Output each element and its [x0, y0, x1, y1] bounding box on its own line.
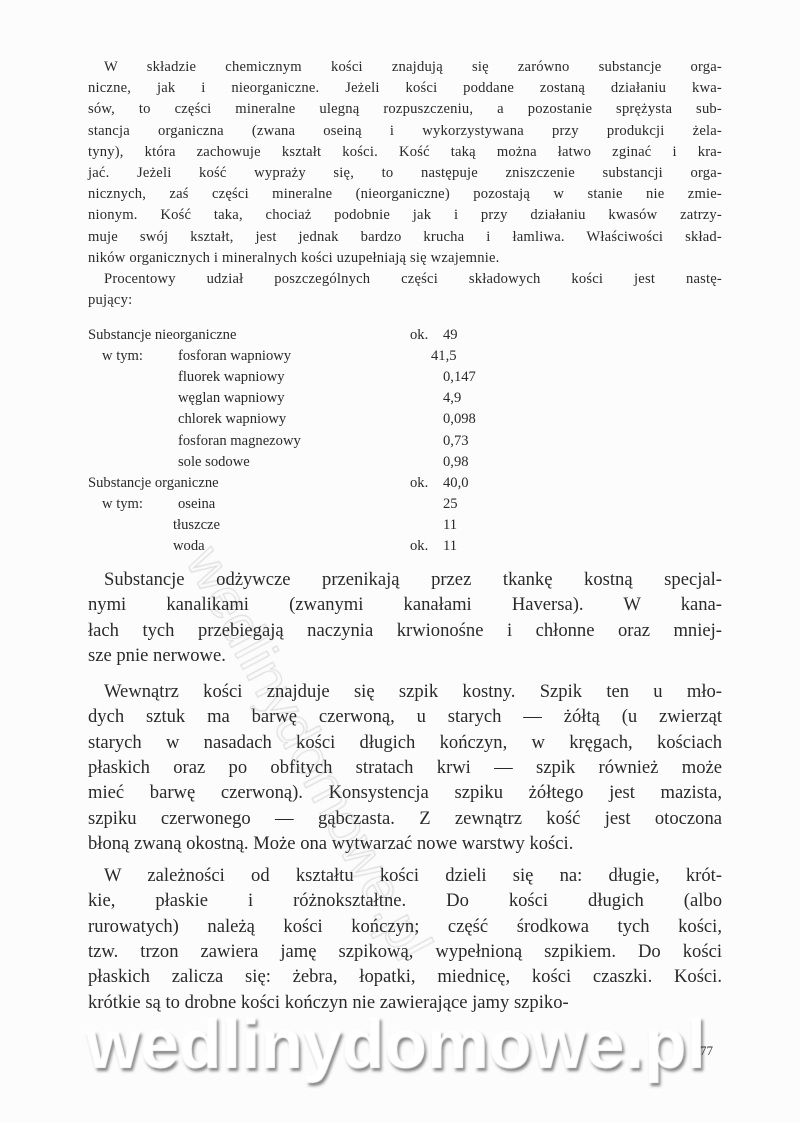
table-row: [88, 516, 538, 534]
paragraph3-line: Substancje odżywcze przenikają przez tkankę kostną specjal-: [104, 569, 722, 590]
row-label: oseina: [178, 496, 216, 512]
paragraph1-line: nicznych, zaś części mineralne (nieorganiczne) pozostają w stanie nie zmie-: [88, 186, 722, 202]
row-value: 25: [443, 496, 458, 512]
paragraph1-line: niczne, jak i nieorganiczne. Jeżeli kości poddane zostaną działaniu kwa-: [88, 80, 722, 96]
paragraph4-line: dych sztuk ma barwę czerwoną, u starych — żółtą (u zwierząt: [88, 706, 722, 727]
row-approx: ok.: [410, 327, 429, 343]
paragraph1-line: tyny), która zachowuje kształt kości. Kość taką można łatwo zginać i kra-: [88, 144, 722, 160]
row-value: 0,147: [443, 369, 476, 385]
row-label: Substancje nieorganiczne: [88, 327, 237, 343]
row-value: 49: [443, 327, 458, 343]
row-value: 0,098: [443, 411, 476, 427]
table-row: [88, 368, 538, 386]
paragraph1-line: W składzie chemicznym kości znajdują się zarówno substancje orga-: [104, 59, 722, 75]
page-number: 77: [700, 1043, 713, 1058]
table-row: [88, 537, 538, 555]
paragraph5-line: krótkie są to drobne kości kończyn nie zawierające jamy szpiko-: [88, 992, 569, 1013]
row-value: 4,9: [443, 390, 462, 406]
row-label: tłuszcze: [173, 517, 220, 533]
row-value: 11: [443, 538, 458, 554]
row-label: węglan wapniowy: [178, 390, 285, 406]
paragraph3-line: sze pnie nerwowe.: [88, 645, 226, 666]
paragraph2-line: pujący:: [88, 292, 133, 308]
paragraph5-line: tzw. trzon zawiera jamę szpikową, wypełnioną szpikiem. Do kości: [88, 941, 722, 962]
row-label: fosforan wapniowy: [178, 348, 292, 364]
row-approx: ok.: [410, 538, 429, 554]
table-row: [88, 432, 538, 450]
paragraph5-line: W zależności od kształtu kości dzieli się na: długie, krót-: [104, 865, 722, 886]
paragraph4-line: mieć barwę czerwoną). Konsystencja szpiku żółtego jest mazista,: [88, 782, 722, 803]
paragraph5-line: rurowatych) należą kości kończyn; część środkowa tych kości,: [88, 916, 722, 937]
row-label: fosforan magnezowy: [178, 433, 301, 449]
table-row: [88, 326, 538, 344]
row-label: chlorek wapniowy: [178, 411, 287, 427]
paragraph4-line: Wewnątrz kości znajduje się szpik kostny. Szpik ten u mło-: [104, 681, 722, 702]
row-label: woda: [173, 538, 205, 554]
row-value: 11: [443, 517, 458, 533]
paragraph4-line: starych w nasadach kości długich kończyn, w kręgach, kościach: [88, 732, 722, 753]
paragraph5-line: kie, płaskie i różnokształtne. Do kości długich (albo: [88, 890, 722, 911]
table-row: [88, 410, 538, 428]
row-value: 40,0: [443, 475, 469, 491]
paragraph2-line: Procentowy udział poszczególnych części składowych kości jest nastę-: [104, 271, 722, 287]
table-row: [88, 389, 538, 407]
row-label: Substancje organiczne: [88, 475, 219, 491]
table-row: [88, 495, 538, 513]
table-row: [88, 453, 538, 471]
row-label: fluorek wapniowy: [178, 369, 285, 385]
paragraph5-line: płaskich zalicza się: żebra, łopatki, miednicę, kości czaszki. Kości.: [88, 966, 722, 987]
paragraph1-line: stancja organiczna (zwana oseiną i wykorzystywana przy produkcji żela-: [88, 123, 722, 139]
row-value: 0,73: [443, 433, 469, 449]
row-prefix: w tym:: [102, 496, 143, 512]
paragraph1-line: jać. Jeżeli kość wypraży się, to następuje zniszczenie substancji orga-: [88, 165, 722, 181]
row-value: 41,5: [431, 348, 457, 364]
table-row: [88, 347, 538, 365]
paragraph3-line: nymi kanalikami (zwanymi kanałami Haversa). W kana-: [88, 594, 722, 615]
paragraph1-line: sów, to części mineralne ulegną rozpuszczeniu, a pozostanie sprężysta sub-: [88, 101, 722, 117]
paragraph1-line: muje swój kształt, jest jednak bardzo krucha i łamliwa. Właściwości skład-: [88, 229, 722, 245]
row-value: 0,98: [443, 454, 469, 470]
paragraph4-line: płaskich oraz po obfitych stratach krwi — szpik również może: [88, 757, 722, 778]
row-prefix: w tym:: [102, 348, 143, 364]
paragraph1-line: nionym. Kość taka, chociaż podobnie jak i przy działaniu kwasów zatrzy-: [88, 207, 722, 223]
paragraph1-line: ników organicznych i mineralnych kości uzupełniają się wzajemnie.: [88, 250, 500, 266]
paragraph3-line: łach tych przebiegają naczynia krwionośne i chłonne oraz mniej-: [88, 620, 722, 641]
row-label: sole sodowe: [178, 454, 250, 470]
paragraph4-line: błoną zwaną okostną. Może ona wytwarzać nowe warstwy kości.: [88, 833, 574, 854]
paragraph4-line: szpiku czerwonego — gąbczasta. Z zewnątrz kość jest otoczona: [88, 808, 722, 829]
table-row: [88, 474, 538, 492]
row-approx: ok.: [410, 475, 429, 491]
